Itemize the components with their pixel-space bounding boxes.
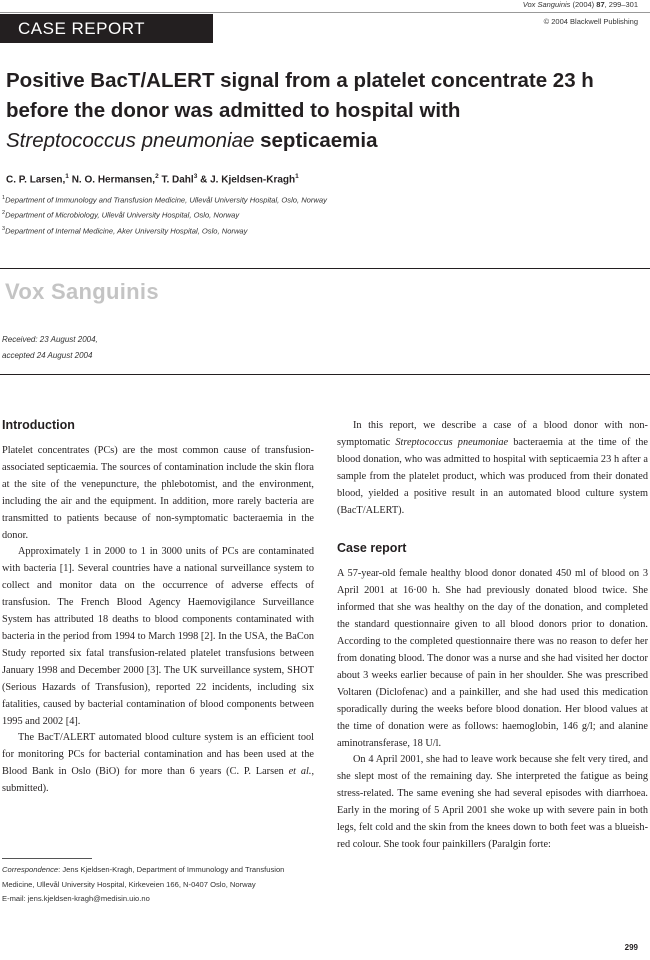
journal-logo: Vox Sanguinis — [5, 279, 159, 304]
journal-year: (2004) — [572, 0, 595, 9]
author-name: N. O. Hermansen, — [71, 174, 156, 186]
right-intro-text: In this report, we describe a case of a blood donor with non-symptomatic — [337, 420, 648, 448]
affiliation-sup: 2 — [2, 210, 6, 216]
title-line-3 — [6, 126, 636, 156]
footnote-rule — [2, 858, 92, 859]
copyright-notice: © 2004 Blackwell Publishing — [543, 17, 638, 26]
correspondence-email: E-mail: jens.kjeldsen-kragh@medisin.uio.no — [2, 894, 150, 904]
author-name: T. Dahl — [161, 174, 194, 186]
correspondence-label: Correspondence — [2, 865, 59, 874]
top-rule — [0, 12, 650, 13]
article-title — [6, 66, 636, 156]
affiliation-text: Department of Microbiology, Ullevål University Hospital, Oslo, Norway — [5, 210, 240, 220]
journal-volume: 87 — [596, 0, 605, 9]
affiliation — [2, 195, 327, 205]
section-heading-introduction: Introduction — [2, 418, 75, 432]
author-affil-sup: 2 — [155, 173, 159, 180]
journal-citation — [523, 0, 638, 9]
affiliation-text: Department of Internal Medicine, Aker University Hospital, Oslo, Norway — [5, 226, 248, 236]
affiliation-sup: 3 — [2, 226, 6, 232]
received-date: Received: 23 August 2004, — [2, 335, 98, 344]
intro-paragraph-3 — [2, 730, 314, 798]
author-affil-sup: 3 — [193, 173, 198, 180]
author-name: & J. Kjeldsen-Kragh — [200, 174, 296, 186]
title-line-1: Positive BacT/ALERT signal from a platelet concentrate 23 h — [6, 69, 594, 92]
left-column — [2, 418, 314, 798]
intro-paragraph-1: Platelet concentrates (PCs) are the most common cause of transfusion-associated septicaemia. The sources of contamination include the skin flora at the site of the venepuncture, the phlebotomist, and the environment, including the air and the equipment. In addition, more rarely bacteria are transmitted to patients because of non-symptomatic bacteraemia in the donor. — [2, 445, 314, 541]
case-paragraph-1: A 57-year-old female healthy blood donor donated 450 ml of blood on 3 April 2001 at 16·00 h. She had previously donated blood twice. She informed that she was healthy on the day of the donation, and completed the standard questionnaire given to all blood donors prior to donation. According to the completed questionnaire there was no reason to defer her from donating blood. The donor was a nurse and she had visited her doctor about 3 weeks earlier because of pain in her shoulder. She was prescribed Voltaren (Diclofenac) and a painkiller, and she had used this medication sporadically during the weeks before blood donation. Her blood values at the time of donation were as follows: haemoglobin, 146 g/l; and alanine aminotransferase, 18 U/l. — [337, 568, 648, 749]
author-name: C. P. Larsen, — [6, 174, 66, 186]
section-heading-case-report: Case report — [337, 541, 407, 556]
page-number: 299 — [624, 943, 638, 952]
affiliation — [2, 226, 247, 236]
right-intro-organism: Streptococcus pneumoniae — [395, 436, 509, 448]
journal-pages: , 299–301 — [604, 0, 638, 9]
section-divider — [0, 268, 650, 269]
accepted-date: accepted 24 August 2004 — [2, 351, 93, 360]
intro-p3-text: The BacT/ALERT automated blood culture system is an efficient tool for monitoring PCs for bacterial contamination and has been used at the Blood Bank in Oslo (BiO) for more than 6 years (C. P. Larsen — [2, 732, 314, 778]
correspondence-note — [2, 863, 316, 907]
title-line-2: before the donor was admitted to hospital with — [6, 99, 461, 122]
journal-name: Vox Sanguinis — [522, 0, 571, 9]
author-affil-sup: 1 — [295, 173, 299, 180]
right-intro-text-end: bacteraemia at the time of the blood donation, who was admitted to hospital with septicaemia 23 h after a sample from the platelet product, which was produced from their donated blood, yielded a positive result in an automated blood culture system (BacT/ALERT). — [337, 436, 648, 516]
affiliation-sup: 1 — [2, 195, 6, 201]
correspondence-text: : Jens Kjeldsen-Kragh, Department of Immunology and Transfusion Medicine, Ullevål University Hospital, Kirkeveien 166, N-0407 Oslo, Norway — [2, 865, 285, 889]
section-divider — [0, 374, 650, 375]
author-list — [6, 173, 299, 185]
intro-paragraph-2: Approximately 1 in 2000 to 1 in 3000 units of PCs are contaminated with bacteria [1]. Several countries have a national surveillance system to collect and monitor data on the occurrence of adverse effects of transfusion. The French Blood Agency Haemovigilance Surveillance System has attributed 18 deaths to blood components contaminated with bacteria in the period from 1994 to March 1998 [2]. In the USA, the BaCon Study reported six fatal transfusion-related platelet transfusions between January 1998 and December 2000 [3]. The UK surveillance system, SHOT (Serious Hazards of Transfusion), reported 22 incidents, including six fatalities, caused by bacterial contamination of blood components between 1995 and 2002 [4]. — [2, 546, 314, 727]
right-column — [337, 418, 648, 854]
right-intro-paragraph — [337, 418, 648, 519]
article-type-label: CASE REPORT — [0, 14, 213, 43]
author-affil-sup: 1 — [65, 173, 69, 180]
affiliation-text: Department of Immunology and Transfusion Medicine, Ullevål University Hospital, Oslo, Norway — [5, 195, 327, 205]
intro-p3-text-end: , submitted). — [2, 766, 315, 795]
affiliation — [2, 210, 239, 220]
title-line-3-rest: septicaemia — [254, 129, 378, 152]
case-paragraph-2: On 4 April 2001, she had to leave work because she felt very tired, and she slept most of the remaining day. She interpreted the fatigue as being stress-related. The same evening she had several episodes with diarrhoea. Early in the moring of 5 April 2001 she woke up with severe pain in both legs, felt cold and the skin from the knees down to both feet was a blueish-red colour. She took four painkillers (Paralgin forte: — [337, 754, 648, 850]
intro-p3-etal: et al. — [288, 766, 312, 778]
title-organism: Streptococcus pneumoniae — [6, 129, 255, 152]
